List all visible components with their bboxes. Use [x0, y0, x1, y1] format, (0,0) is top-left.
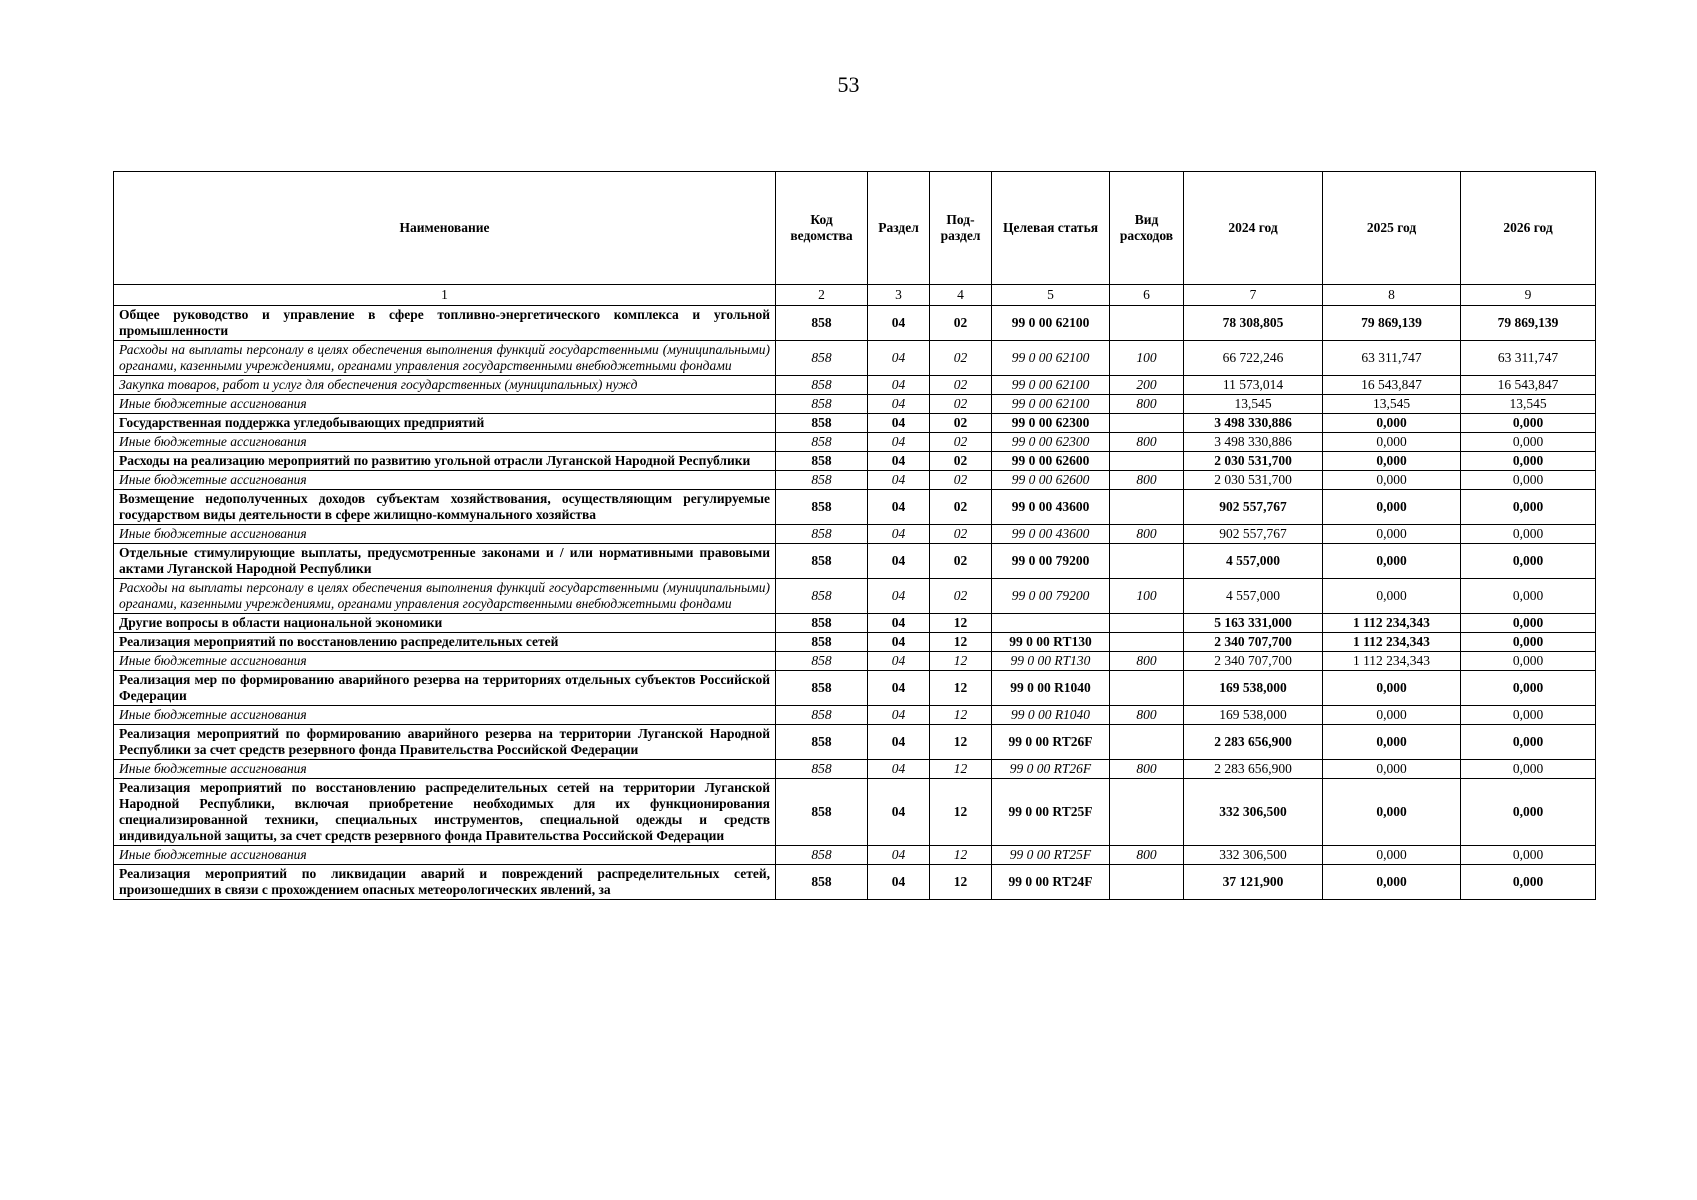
- row-dept-code: 858: [776, 306, 868, 341]
- row-amount-2026: 0,000: [1461, 652, 1596, 671]
- row-expense-type: 800: [1110, 652, 1184, 671]
- row-amount-2026: 0,000: [1461, 433, 1596, 452]
- row-dept-code: 858: [776, 395, 868, 414]
- row-amount-2025: 0,000: [1323, 865, 1461, 900]
- row-subsection: 02: [930, 452, 992, 471]
- row-expense-type: [1110, 306, 1184, 341]
- row-amount-2026: 0,000: [1461, 725, 1596, 760]
- row-dept-code: 858: [776, 779, 868, 846]
- row-amount-2024: 2 283 656,900: [1184, 760, 1323, 779]
- table-row: [114, 706, 1596, 725]
- column-number: 6: [1110, 285, 1184, 306]
- column-number: 4: [930, 285, 992, 306]
- row-target-article: 99 0 00 79200: [992, 579, 1110, 614]
- row-dept-code: 858: [776, 414, 868, 433]
- row-amount-2025: 1 112 234,343: [1323, 614, 1461, 633]
- table-row: [114, 525, 1596, 544]
- row-target-article: 99 0 00 R1040: [992, 671, 1110, 706]
- row-target-article: 99 0 00 43600: [992, 490, 1110, 525]
- row-expense-type: 800: [1110, 846, 1184, 865]
- header-name: Наименование: [114, 172, 776, 285]
- table-row: [114, 490, 1596, 525]
- row-target-article: 99 0 00 RT25F: [992, 779, 1110, 846]
- row-target-article: 99 0 00 RT26F: [992, 760, 1110, 779]
- row-section: 04: [868, 376, 930, 395]
- table-row: [114, 779, 1596, 846]
- row-expense-type: 800: [1110, 433, 1184, 452]
- row-name: Иные бюджетные ассигнования: [114, 846, 776, 865]
- row-name: Отдельные стимулирующие выплаты, предусмотренные законами и / или нормативными правовыми актами Луганской Народной Республики: [114, 544, 776, 579]
- row-subsection: 02: [930, 471, 992, 490]
- row-subsection: 12: [930, 614, 992, 633]
- row-amount-2025: 13,545: [1323, 395, 1461, 414]
- row-name: Иные бюджетные ассигнования: [114, 706, 776, 725]
- row-target-article: 99 0 00 R1040: [992, 706, 1110, 725]
- row-target-article: 99 0 00 62600: [992, 471, 1110, 490]
- row-expense-type: [1110, 452, 1184, 471]
- table-row: [114, 671, 1596, 706]
- row-name: Иные бюджетные ассигнования: [114, 525, 776, 544]
- row-expense-type: 800: [1110, 706, 1184, 725]
- row-amount-2025: 0,000: [1323, 760, 1461, 779]
- row-name: Возмещение недополученных доходов субъектам хозяйствования, осуществляющим регулируемые государством виды деятельности в сфере жилищно-коммунального хозяйства: [114, 490, 776, 525]
- row-section: 04: [868, 671, 930, 706]
- row-section: 04: [868, 846, 930, 865]
- row-amount-2026: 16 543,847: [1461, 376, 1596, 395]
- row-amount-2026: 63 311,747: [1461, 341, 1596, 376]
- row-amount-2026: 79 869,139: [1461, 306, 1596, 341]
- row-target-article: 99 0 00 62100: [992, 376, 1110, 395]
- row-subsection: 02: [930, 433, 992, 452]
- row-expense-type: 800: [1110, 760, 1184, 779]
- table-row: [114, 471, 1596, 490]
- row-dept-code: 858: [776, 760, 868, 779]
- row-dept-code: 858: [776, 341, 868, 376]
- column-number: 3: [868, 285, 930, 306]
- row-amount-2025: 0,000: [1323, 414, 1461, 433]
- row-section: 04: [868, 614, 930, 633]
- row-amount-2025: 0,000: [1323, 525, 1461, 544]
- row-amount-2025: 0,000: [1323, 433, 1461, 452]
- row-dept-code: 858: [776, 846, 868, 865]
- row-section: 04: [868, 341, 930, 376]
- table-body: [114, 306, 1596, 900]
- row-section: 04: [868, 544, 930, 579]
- row-subsection: 02: [930, 414, 992, 433]
- row-name: Иные бюджетные ассигнования: [114, 652, 776, 671]
- row-amount-2025: 0,000: [1323, 490, 1461, 525]
- row-name: Реализация мероприятий по формированию аварийного резерва на территории Луганской Народной Республики за счет средств резервного фонда Правительства Российской Федерации: [114, 725, 776, 760]
- row-amount-2024: 4 557,000: [1184, 579, 1323, 614]
- table-row: [114, 865, 1596, 900]
- row-amount-2025: 0,000: [1323, 706, 1461, 725]
- row-subsection: 12: [930, 706, 992, 725]
- row-name: Реализация мероприятий по восстановлению распределительных сетей: [114, 633, 776, 652]
- row-amount-2025: 0,000: [1323, 452, 1461, 471]
- row-expense-type: 100: [1110, 579, 1184, 614]
- row-name: Расходы на реализацию мероприятий по развитию угольной отрасли Луганской Народной Республики: [114, 452, 776, 471]
- row-target-article: 99 0 00 RT25F: [992, 846, 1110, 865]
- row-section: 04: [868, 760, 930, 779]
- row-amount-2025: 0,000: [1323, 471, 1461, 490]
- row-amount-2024: 2 340 707,700: [1184, 652, 1323, 671]
- row-target-article: [992, 614, 1110, 633]
- row-target-article: 99 0 00 RT130: [992, 633, 1110, 652]
- row-target-article: 99 0 00 43600: [992, 525, 1110, 544]
- row-amount-2024: 66 722,246: [1184, 341, 1323, 376]
- row-amount-2025: 0,000: [1323, 779, 1461, 846]
- row-name: Реализация мероприятий по ликвидации аварий и повреждений распределительных сетей, произошедших в связи с прохождением опасных метеорологических явлений, за: [114, 865, 776, 900]
- row-target-article: 99 0 00 62600: [992, 452, 1110, 471]
- row-amount-2026: 0,000: [1461, 452, 1596, 471]
- row-subsection: 02: [930, 490, 992, 525]
- row-target-article: 99 0 00 RT130: [992, 652, 1110, 671]
- row-amount-2025: 0,000: [1323, 671, 1461, 706]
- table-row: [114, 725, 1596, 760]
- row-subsection: 02: [930, 341, 992, 376]
- row-amount-2024: 2 030 531,700: [1184, 452, 1323, 471]
- row-amount-2024: 902 557,767: [1184, 490, 1323, 525]
- table-row: [114, 306, 1596, 341]
- row-amount-2026: 0,000: [1461, 544, 1596, 579]
- row-amount-2025: 63 311,747: [1323, 341, 1461, 376]
- row-expense-type: [1110, 865, 1184, 900]
- row-dept-code: 858: [776, 865, 868, 900]
- column-number: 7: [1184, 285, 1323, 306]
- row-amount-2024: 3 498 330,886: [1184, 414, 1323, 433]
- row-amount-2024: 2 283 656,900: [1184, 725, 1323, 760]
- row-amount-2024: 2 030 531,700: [1184, 471, 1323, 490]
- header-target: Целевая статья: [992, 172, 1110, 285]
- row-section: 04: [868, 452, 930, 471]
- row-dept-code: 858: [776, 579, 868, 614]
- budget-table: [113, 171, 1596, 900]
- row-amount-2025: 0,000: [1323, 725, 1461, 760]
- table-row: [114, 395, 1596, 414]
- row-name: Реализация мероприятий по восстановлению распределительных сетей на территории Луганской Народной Республики, включая приобретение необходимых для их функционирования специализированной техники, специальных инструментов, специальной одежды и средств индивидуальной защиты, за счет средств резервного фонда Правительства Российской Федерации: [114, 779, 776, 846]
- row-name: Государственная поддержка угледобывающих предприятий: [114, 414, 776, 433]
- row-amount-2024: 11 573,014: [1184, 376, 1323, 395]
- row-subsection: 12: [930, 760, 992, 779]
- row-amount-2026: 0,000: [1461, 471, 1596, 490]
- row-subsection: 12: [930, 652, 992, 671]
- row-dept-code: 858: [776, 471, 868, 490]
- row-amount-2025: 1 112 234,343: [1323, 633, 1461, 652]
- table-row: [114, 376, 1596, 395]
- row-name: Иные бюджетные ассигнования: [114, 395, 776, 414]
- row-subsection: 02: [930, 395, 992, 414]
- row-target-article: 99 0 00 RT24F: [992, 865, 1110, 900]
- row-amount-2026: 0,000: [1461, 525, 1596, 544]
- row-name: Общее руководство и управление в сфере топливно-энергетического комплекса и угольной промышленности: [114, 306, 776, 341]
- row-amount-2025: 1 112 234,343: [1323, 652, 1461, 671]
- header-dept: Код ведомства: [776, 172, 868, 285]
- row-dept-code: 858: [776, 725, 868, 760]
- row-amount-2024: 5 163 331,000: [1184, 614, 1323, 633]
- row-dept-code: 858: [776, 614, 868, 633]
- header-2025: 2025 год: [1323, 172, 1461, 285]
- table-row: [114, 760, 1596, 779]
- column-number: 8: [1323, 285, 1461, 306]
- row-amount-2024: 4 557,000: [1184, 544, 1323, 579]
- row-expense-type: [1110, 633, 1184, 652]
- row-section: 04: [868, 706, 930, 725]
- row-name: Иные бюджетные ассигнования: [114, 433, 776, 452]
- row-amount-2026: 0,000: [1461, 865, 1596, 900]
- row-dept-code: 858: [776, 544, 868, 579]
- row-expense-type: [1110, 414, 1184, 433]
- row-amount-2026: 0,000: [1461, 579, 1596, 614]
- row-section: 04: [868, 865, 930, 900]
- row-target-article: 99 0 00 RT26F: [992, 725, 1110, 760]
- row-section: 04: [868, 652, 930, 671]
- row-dept-code: 858: [776, 706, 868, 725]
- row-subsection: 12: [930, 633, 992, 652]
- header-row: [114, 172, 1596, 285]
- row-amount-2024: 13,545: [1184, 395, 1323, 414]
- row-amount-2025: 16 543,847: [1323, 376, 1461, 395]
- header-2024: 2024 год: [1184, 172, 1323, 285]
- header-subsection: Под-раздел: [930, 172, 992, 285]
- table-row: [114, 414, 1596, 433]
- row-dept-code: 858: [776, 376, 868, 395]
- row-expense-type: 100: [1110, 341, 1184, 376]
- column-number: 5: [992, 285, 1110, 306]
- row-section: 04: [868, 414, 930, 433]
- table-row: [114, 341, 1596, 376]
- row-name: Закупка товаров, работ и услуг для обеспечения государственных (муниципальных) нужд: [114, 376, 776, 395]
- row-target-article: 99 0 00 62300: [992, 414, 1110, 433]
- header-section: Раздел: [868, 172, 930, 285]
- row-subsection: 02: [930, 306, 992, 341]
- row-name: Реализация мер по формированию аварийного резерва на территориях отдельных субъектов Российской Федерации: [114, 671, 776, 706]
- row-amount-2024: 2 340 707,700: [1184, 633, 1323, 652]
- row-section: 04: [868, 633, 930, 652]
- row-amount-2024: 37 121,900: [1184, 865, 1323, 900]
- row-amount-2026: 0,000: [1461, 671, 1596, 706]
- column-number: 1: [114, 285, 776, 306]
- row-expense-type: [1110, 725, 1184, 760]
- table-row: [114, 652, 1596, 671]
- row-expense-type: 800: [1110, 471, 1184, 490]
- table-row: [114, 452, 1596, 471]
- row-amount-2026: 0,000: [1461, 490, 1596, 525]
- row-expense-type: [1110, 544, 1184, 579]
- page-number: 53: [837, 72, 860, 97]
- row-dept-code: 858: [776, 652, 868, 671]
- row-expense-type: [1110, 614, 1184, 633]
- row-dept-code: 858: [776, 633, 868, 652]
- row-subsection: 02: [930, 376, 992, 395]
- row-subsection: 12: [930, 846, 992, 865]
- row-section: 04: [868, 525, 930, 544]
- row-amount-2026: 0,000: [1461, 414, 1596, 433]
- header-2026: 2026 год: [1461, 172, 1596, 285]
- row-subsection: 12: [930, 779, 992, 846]
- row-amount-2025: 0,000: [1323, 579, 1461, 614]
- table-row: [114, 579, 1596, 614]
- row-section: 04: [868, 579, 930, 614]
- row-name: Расходы на выплаты персоналу в целях обеспечения выполнения функций государственными (муниципальными) органами, казенными учреждениями, органами управления государственными внебюджетными фондами: [114, 341, 776, 376]
- row-dept-code: 858: [776, 671, 868, 706]
- row-section: 04: [868, 306, 930, 341]
- row-target-article: 99 0 00 62300: [992, 433, 1110, 452]
- row-dept-code: 858: [776, 490, 868, 525]
- column-number-row: [114, 285, 1596, 306]
- row-amount-2024: 902 557,767: [1184, 525, 1323, 544]
- row-amount-2026: 0,000: [1461, 760, 1596, 779]
- row-amount-2024: 3 498 330,886: [1184, 433, 1323, 452]
- row-amount-2025: 0,000: [1323, 544, 1461, 579]
- row-section: 04: [868, 433, 930, 452]
- row-section: 04: [868, 490, 930, 525]
- row-section: 04: [868, 779, 930, 846]
- row-target-article: 99 0 00 62100: [992, 306, 1110, 341]
- header-exptype: Вид расходов: [1110, 172, 1184, 285]
- table-row: [114, 633, 1596, 652]
- row-amount-2024: 78 308,805: [1184, 306, 1323, 341]
- table-row: [114, 846, 1596, 865]
- row-expense-type: 200: [1110, 376, 1184, 395]
- row-subsection: 02: [930, 544, 992, 579]
- row-amount-2026: 0,000: [1461, 614, 1596, 633]
- row-amount-2026: 0,000: [1461, 633, 1596, 652]
- table-row: [114, 544, 1596, 579]
- row-dept-code: 858: [776, 433, 868, 452]
- row-name: Расходы на выплаты персоналу в целях обеспечения выполнения функций государственными (муниципальными) органами, казенными учреждениями, органами управления государственными внебюджетными фондами: [114, 579, 776, 614]
- row-amount-2026: 13,545: [1461, 395, 1596, 414]
- row-name: Иные бюджетные ассигнования: [114, 471, 776, 490]
- row-amount-2025: 0,000: [1323, 846, 1461, 865]
- row-expense-type: 800: [1110, 525, 1184, 544]
- row-expense-type: [1110, 671, 1184, 706]
- row-subsection: 12: [930, 671, 992, 706]
- row-amount-2024: 169 538,000: [1184, 706, 1323, 725]
- row-target-article: 99 0 00 62100: [992, 395, 1110, 414]
- row-target-article: 99 0 00 62100: [992, 341, 1110, 376]
- row-target-article: 99 0 00 79200: [992, 544, 1110, 579]
- row-amount-2026: 0,000: [1461, 779, 1596, 846]
- row-amount-2025: 79 869,139: [1323, 306, 1461, 341]
- row-amount-2024: 332 306,500: [1184, 846, 1323, 865]
- row-subsection: 12: [930, 865, 992, 900]
- row-subsection: 02: [930, 525, 992, 544]
- row-name: Другие вопросы в области национальной экономики: [114, 614, 776, 633]
- row-amount-2024: 169 538,000: [1184, 671, 1323, 706]
- row-dept-code: 858: [776, 525, 868, 544]
- table-row: [114, 433, 1596, 452]
- row-expense-type: 800: [1110, 395, 1184, 414]
- row-name: Иные бюджетные ассигнования: [114, 760, 776, 779]
- row-section: 04: [868, 725, 930, 760]
- row-subsection: 12: [930, 725, 992, 760]
- column-number: 2: [776, 285, 868, 306]
- table-row: [114, 614, 1596, 633]
- row-expense-type: [1110, 490, 1184, 525]
- row-section: 04: [868, 471, 930, 490]
- row-expense-type: [1110, 779, 1184, 846]
- row-amount-2026: 0,000: [1461, 846, 1596, 865]
- row-amount-2026: 0,000: [1461, 706, 1596, 725]
- row-dept-code: 858: [776, 452, 868, 471]
- column-number: 9: [1461, 285, 1596, 306]
- row-amount-2024: 332 306,500: [1184, 779, 1323, 846]
- row-subsection: 02: [930, 579, 992, 614]
- row-section: 04: [868, 395, 930, 414]
